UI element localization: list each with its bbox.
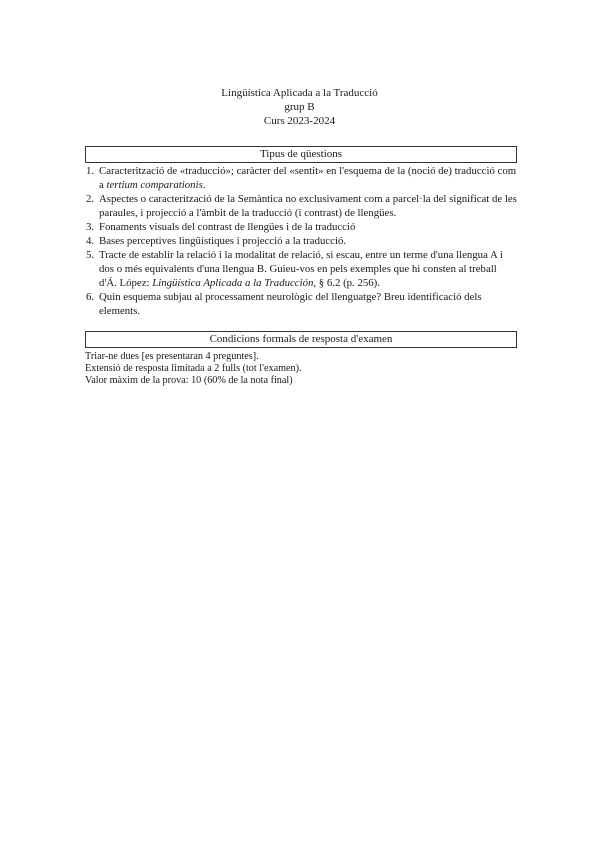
questions-list [85, 164, 517, 318]
question-item [85, 164, 517, 192]
question-item [85, 192, 517, 220]
question-text: Bases perceptives lingüístiques i projecció a la traducció. [99, 235, 347, 247]
question-text: Tracte de establir la relació i la modalitat de relació, si escau, entre un terme d'una llengua A i dos o més equivalents d'una llengua B. Guieu-vos en pels exemples que hi consten al treball d'Á. López: [99, 249, 503, 289]
condition-line: Valor màxim de la prova: 10 (60% de la nota final) [85, 375, 293, 386]
question-number: 2. [86, 193, 95, 205]
question-item [85, 248, 517, 290]
question-text: Fonaments visuals del contrast de llengües i de la traducció [99, 221, 356, 233]
document-header [0, 86, 599, 128]
question-item [85, 290, 517, 318]
question-number: 3. [86, 221, 95, 233]
conditions-list [85, 351, 517, 387]
question-number: 5. [86, 249, 95, 261]
question-text-end: , § 6.2 (p. 256). [313, 277, 380, 289]
question-text-end: . [202, 179, 206, 191]
conditions-section-heading: Condicions formals de resposta d'examen [85, 331, 517, 348]
question-italic-text: tertium comparationis [106, 179, 203, 191]
question-text: Quin esquema subjau al processament neurològic del llenguatge? Breu identificació dels elements. [99, 291, 482, 317]
question-italic-text: Lingüística Aplicada a la Traducción [152, 277, 314, 289]
course-label: Curs 2023-2024 [263, 115, 336, 127]
question-number: 6. [86, 291, 95, 303]
question-item [85, 234, 517, 248]
subject-title: Lingüística Aplicada a la Traducció [221, 87, 378, 99]
questions-section-heading: Tipus de qüestions [85, 146, 517, 163]
question-text: Aspectes o caracterització de la Semàntica no exclusivament com a parcel·la del significat de les paraules, i projecció a l'àmbit de la traducció (i contrast) de llengües. [99, 193, 517, 219]
question-text: Caracterització de «traducció»; caràcter del «sentit» en l'esquema de la (noció de) traducció com a [99, 165, 517, 191]
question-number: 1. [86, 165, 95, 177]
group-label: grup B [284, 101, 315, 113]
question-item [85, 220, 517, 234]
condition-line: Extensió de resposta limitada a 2 fulls (tot l'examen). [85, 363, 302, 374]
condition-line: Triar-ne dues [es presentaran 4 preguntes]. [85, 351, 259, 362]
question-number: 4. [86, 235, 95, 247]
